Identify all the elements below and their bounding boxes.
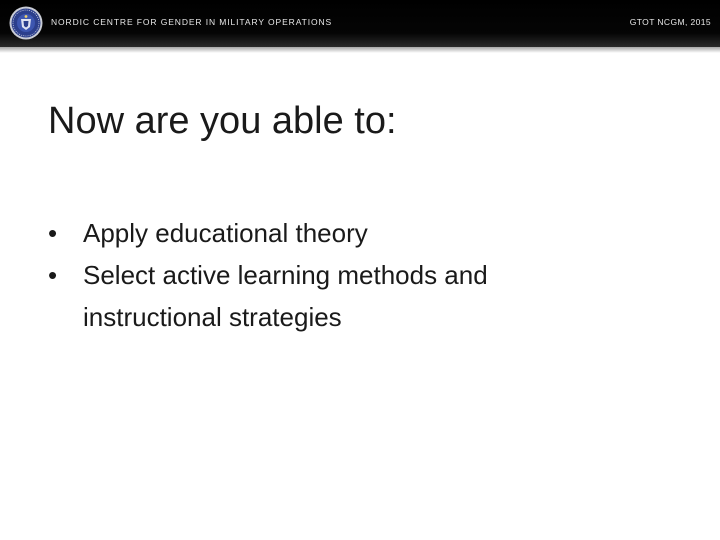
bullet-list — [48, 212, 608, 338]
bullet-marker: • — [48, 218, 58, 248]
bullet-text: Apply educational theory — [83, 218, 368, 248]
header-organization-name: NORDIC CENTRE FOR GENDER IN MILITARY OPERATIONS — [51, 17, 333, 27]
header-course-year: GTOT NCGM, 2015 — [629, 17, 711, 27]
bullet-text: Select active learning methods and instructional strategies — [83, 260, 488, 332]
ncgm-emblem-icon — [9, 6, 43, 40]
bullet-item — [48, 212, 608, 254]
header-shadow — [0, 47, 720, 53]
bullet-item — [48, 254, 608, 338]
slide-title: Now are you able to: — [48, 100, 397, 142]
header-bar — [0, 0, 720, 47]
bullet-marker: • — [48, 260, 58, 290]
